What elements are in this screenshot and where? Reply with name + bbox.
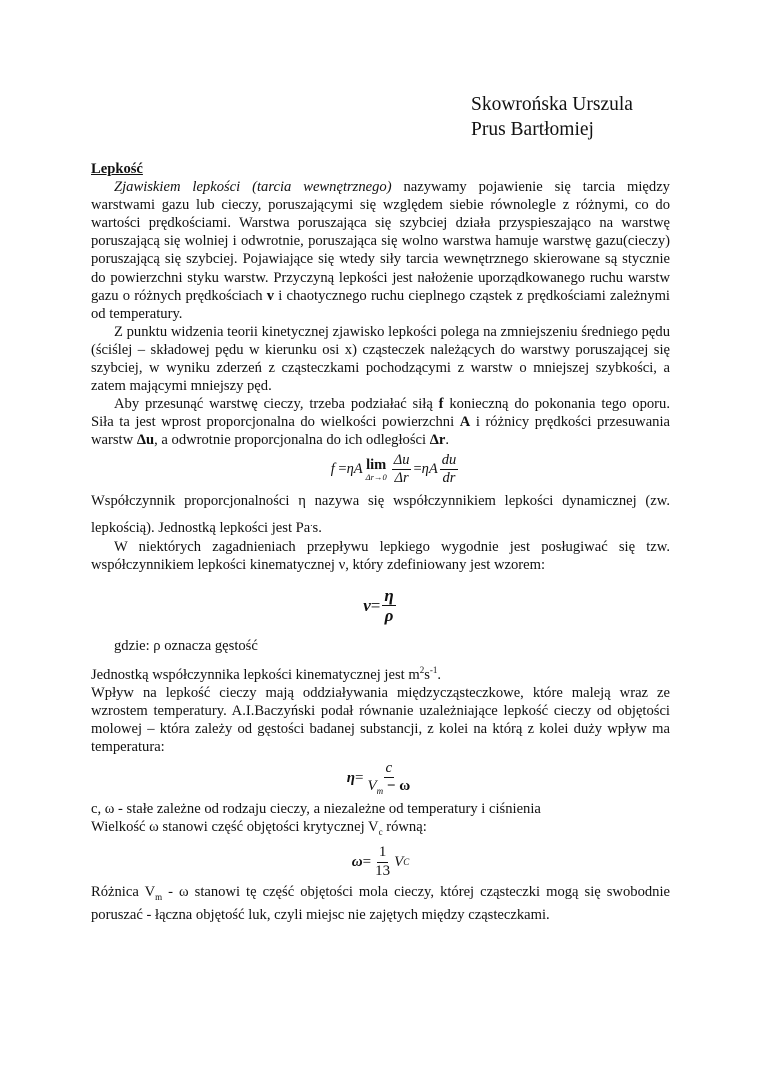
equation-kinematic-viscosity xyxy=(91,575,670,637)
eq3-frac xyxy=(366,760,413,797)
eq3-den-omega: − ω xyxy=(383,777,411,794)
authors-block xyxy=(471,92,633,142)
p3-e: . xyxy=(445,432,449,449)
eq1-frac-2 xyxy=(440,452,459,486)
paragraph-5: W niektórych zagadnieniach przepływu lepkiego wygodnie jest posługiwać się tzw. współczynnikiem lepkości kinematycznej ν, który zdefiniowany jest wzorem: xyxy=(91,539,670,574)
p3-A: A xyxy=(459,414,471,431)
paragraph-9 xyxy=(91,818,670,841)
section-title: Lepkość xyxy=(91,161,143,177)
equation-baczynski xyxy=(91,756,670,800)
eq3-eq: = xyxy=(355,769,364,786)
eq3-den-v: V xyxy=(367,777,377,794)
eq1-lim-sub: Δr→0 xyxy=(365,471,387,482)
p4-unit-end: s. xyxy=(312,519,322,536)
p9-a: Wielkość ω stanowi część objętości krytycznej V xyxy=(91,819,379,836)
p1-text-a: nazywamy pojawienie się tarcia między warstwami gazu lub cieczy, poruszającymi się względem siebie równolegle z różnymi, co do wartości prędkościami. Warstwa poruszająca się szybciej działa przyspieszająco na warstwę poruszającą się wolniej i odwrotnie, poruszająca się wolno warstwa hamuje warstwę gazu(cieczy) poruszającą się szybciej. Pojawiające się wtedy siły tarcia wewnętrznego skierowane są stycznie do powierzchni styku warstw. Przyczyną lepkości jest nałożenie uporządkowanego ruchu warstw gazu o różnych prędkościach xyxy=(91,179,670,304)
p3-b: konieczną do pokonania tego oporu. Siła ta jest wprost proporcjonalna do wielkości powierzchni xyxy=(91,396,670,431)
p6-sup1: 2 xyxy=(419,664,425,675)
p1-bold-v: v xyxy=(266,287,275,304)
paragraph-4 xyxy=(91,490,670,539)
eq2-num: η xyxy=(384,585,394,605)
eq2-frac xyxy=(382,586,395,626)
eq4-num: 1 xyxy=(377,844,389,862)
eq1-eq2: = xyxy=(413,461,422,478)
eq4-lhs: ω xyxy=(351,854,363,871)
p3-c: i różnicy prędkości przesuwania warstw xyxy=(91,414,670,449)
eq1-lhs: f xyxy=(330,461,335,478)
eq1-lim-word: lim xyxy=(366,457,387,473)
p10-sub: m xyxy=(155,891,163,902)
eq2-lhs: ν xyxy=(363,595,371,615)
eq1-eq: = xyxy=(338,461,347,478)
p4-text: Współczynnik proporcjonalności η nazywa się współczynnikiem lepkości dynamicznej (zw. lepkością). Jednostką lepkości jest Pa xyxy=(91,492,670,536)
eq4-v: V xyxy=(394,854,404,871)
p9-b: równą: xyxy=(382,819,427,836)
eq1-den2: dr xyxy=(442,470,456,486)
paragraph-2: Z punktu widzenia teorii kinetycznej zjawisko lepkości polega na zmniejszeniu średniego pędu (ściślej – składowej pędu w kierunku osi x) cząsteczek należących do warstwy poruszającej się szybciej, w wyniku zderzeń z cząsteczkami pochodzącymi z warstw o mniejszej szybkości, a zatem mającymi mniejszy pęd. xyxy=(91,323,670,395)
eq2-den: ρ xyxy=(384,606,394,626)
eq1-num2: du xyxy=(441,452,457,469)
paragraph-1 xyxy=(91,178,670,323)
author-1: Skowrońska Urszula xyxy=(471,94,633,115)
eq1-frac-1 xyxy=(392,452,412,486)
equation-viscous-force xyxy=(121,450,670,490)
paragraph-3 xyxy=(91,395,670,449)
eq1-limit xyxy=(366,458,387,481)
p3-d: , a odwrotnie proporcjonalna do ich odległości xyxy=(154,432,430,449)
p10-a: Różnica V xyxy=(91,884,156,901)
p3-f: f xyxy=(438,396,444,413)
paragraph-7: Wpływ na lepkość cieczy mają oddziaływania międzycząsteczkowe, które maleją wraz ze wzrostem temperatury. A.I.Baczyński podał równanie uzależniające lepkość cieczy od objętości molowej – która zależy od gęstości badanej substancji, z kolei na którą z kolei duży wpływ ma temperatura: xyxy=(91,684,670,755)
eq1-eta-a2: ηA xyxy=(421,461,438,478)
p3-a: Aby przesunąć warstwę cieczy, trzeba podziałać siłą xyxy=(114,396,439,413)
density-note: gdzie: ρ oznacza gęstość xyxy=(114,637,258,654)
eq1-num1: Δu xyxy=(393,452,410,469)
p10-b: - ω stanowi tę część objętości mola cieczy, której cząsteczki mogą się swobodnie poruszać - łączna objętość luk, czyli miejsc nie zajętych między cząsteczkami. xyxy=(91,884,670,924)
eq2-eq: = xyxy=(370,595,381,615)
p6-a: Jednostką współczynnika lepkości kinematycznej jest m xyxy=(91,666,420,683)
p1-lead: Zjawiskiem lepkości (tarcia wewnętrznego) xyxy=(114,179,392,196)
eq3-den-sub: m xyxy=(376,785,384,796)
eq1-eta-a: ηA xyxy=(346,461,363,478)
paragraph-8: c, ω - stałe zależne od rodzaju cieczy, a niezależne od temperatury i ciśnienia xyxy=(91,800,541,817)
p3-dr: Δr xyxy=(429,432,446,449)
eq1-den1: Δr xyxy=(394,470,409,486)
p4-unit-dot: . xyxy=(310,517,313,528)
author-2: Prus Bartłomiej xyxy=(471,119,594,140)
document-body xyxy=(91,160,670,924)
eq3-lhs: η xyxy=(346,769,356,786)
p6-b: s xyxy=(424,666,430,683)
eq4-den: 13 xyxy=(375,862,391,879)
equation-omega xyxy=(91,841,670,883)
eq4-eq: = xyxy=(362,854,372,871)
paragraph-10 xyxy=(91,883,670,924)
p3-du: Δu xyxy=(136,432,155,449)
paragraph-6 xyxy=(91,661,670,684)
p1-text-b: i chaotycznego ruchu cieplnego cząstek z prędkościami zależnymi od temperatury. xyxy=(91,287,670,322)
p6-sup2: -1 xyxy=(429,664,438,675)
eq4-frac xyxy=(373,844,392,880)
eq3-den xyxy=(366,778,413,796)
eq4-v-sub: C xyxy=(403,857,410,868)
p9-sub: c xyxy=(378,826,383,837)
eq3-num: c xyxy=(384,760,395,778)
p6-c: . xyxy=(437,666,442,683)
